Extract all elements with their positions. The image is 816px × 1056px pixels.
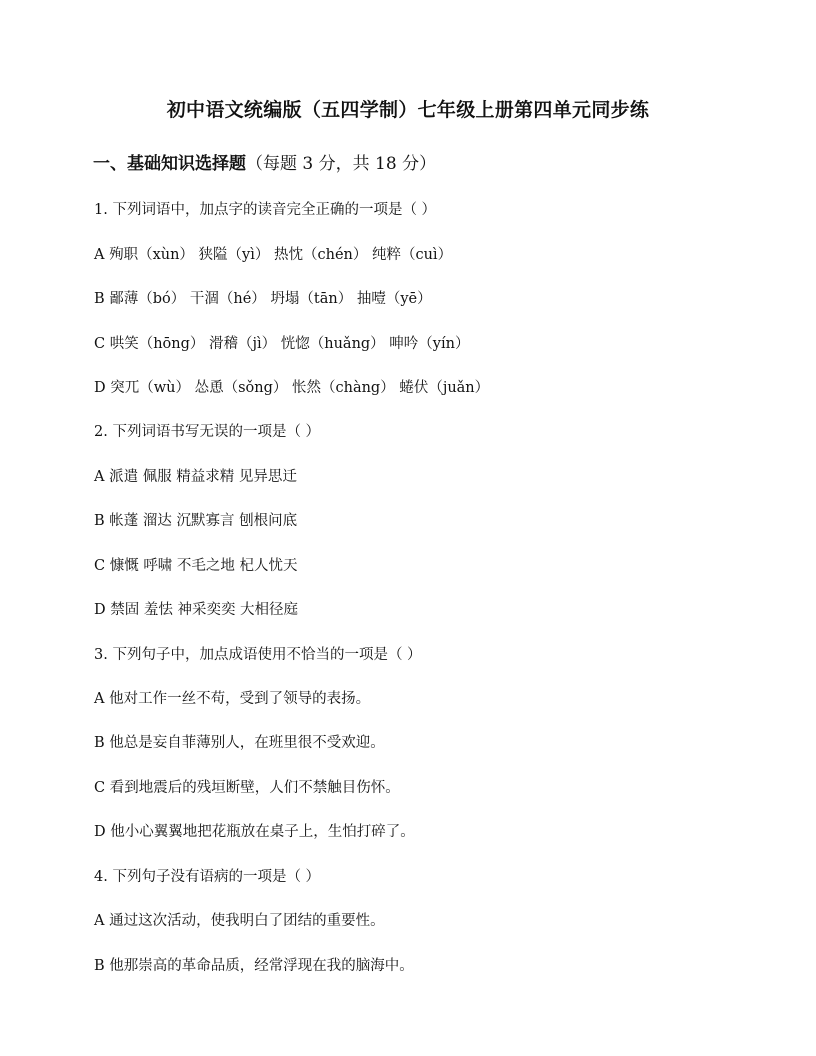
question-option: D 他小心翼翼地把花瓶放在桌子上，生怕打碎了。	[94, 824, 415, 840]
question-option: D 突兀（wù） 怂恿（sǒng） 怅然（chàng） 蜷伏（juǎn）	[94, 380, 490, 396]
question-option: A 通过这次活动，使我明白了团结的重要性。	[94, 913, 385, 929]
question-stem: 4. 下列句子没有语病的一项是（ ）	[94, 869, 321, 885]
question-option: D 禁固 羞怯 神采奕奕 大相径庭	[94, 602, 299, 618]
question-stem: 2. 下列词语书写无误的一项是（ ）	[94, 424, 321, 440]
question-option: A 派遣 佩服 精益求精 见异思迁	[94, 469, 297, 485]
question-option: C 哄笑（hōng） 滑稽（jì） 恍惚（huǎng） 呻吟（yín）	[94, 336, 470, 352]
question-stem: 1. 下列词语中，加点字的读音完全正确的一项是（ ）	[94, 202, 437, 218]
question-stem: 3. 下列句子中，加点成语使用不恰当的一项是（ ）	[94, 647, 422, 663]
document-title: 初中语文统编版（五四学制）七年级上册第四单元同步练	[166, 99, 650, 121]
section-score-note: （每题 3 分，共 18 分）	[246, 154, 437, 174]
question-option: B 鄙薄（bó） 干涸（hé） 坍塌（tān） 抽噎（yē）	[94, 291, 432, 307]
section-title: 一、基础知识选择题	[93, 154, 246, 174]
question-option: A 他对工作一丝不苟，受到了领导的表扬。	[94, 691, 371, 707]
question-option: C 看到地震后的残垣断壁，人们不禁触目伤怀。	[94, 780, 400, 796]
question-option: B 帐蓬 溜达 沉默寡言 刨根问底	[94, 513, 298, 529]
section-heading	[93, 149, 436, 174]
question-option: B 他总是妄自菲薄别人，在班里很不受欢迎。	[94, 735, 385, 751]
question-option: C 慷慨 呼啸 不毛之地 杞人忧天	[94, 558, 298, 574]
question-option: B 他那崇高的革命品质，经常浮现在我的脑海中。	[94, 958, 414, 974]
question-option: A 殉职（xùn） 狭隘（yì） 热忱（chén） 纯粹（cuì）	[94, 247, 453, 263]
